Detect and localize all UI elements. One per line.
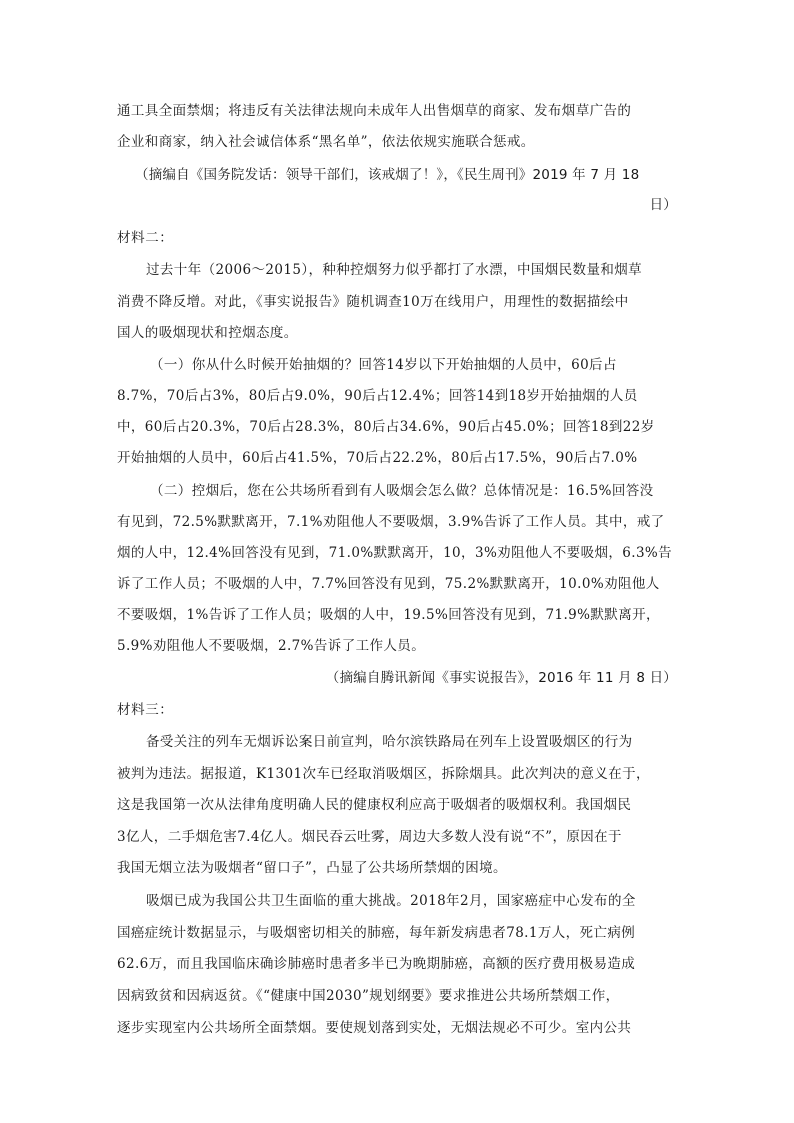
paragraph-line: 3亿人，二手烟危害7.4亿人。烟民吞云吐雾，周边大多数人没有说“不”，原因在于 xyxy=(117,829,622,845)
paragraph-line: 国人的吸烟现状和控烟态度。 xyxy=(117,325,298,341)
paragraph-line: 不要吸烟，1%告诉了工作人员；吸烟的人中，19.5%回答没有见到，71.9%默默离开， xyxy=(117,607,660,623)
paragraph-line: 消费不降反增。对此，《事实说报告》随机调查10万在线用户，用理性的数据描绘中 xyxy=(117,294,629,310)
paragraph-line: 62.6万，而且我国临床确诊肺癌时患者多半已为晚期肺癌，高额的医疗费用极易造成 xyxy=(117,956,636,972)
paragraph-line: 被判为违法。据报道，K1301次车已经取消吸烟区，拆除烟具。此次判决的意义在于， xyxy=(117,766,650,782)
paragraph-line: 我国无烟立法为吸烟者“留口子”，凸显了公共场所禁烟的困境。 xyxy=(117,860,507,876)
paragraph-line: （二）控烟后，您在公共场所看到有人吸烟会怎么做？总体情况是：16.5%回答没 xyxy=(150,483,654,499)
paragraph-line: 过去十年（2006～2015），种种控烟努力似乎都打了水漂，中国烟民数量和烟草 xyxy=(146,262,643,278)
section-label-material3: 材料三： xyxy=(117,702,174,718)
paragraph-line: 通工具全面禁烟；将违反有关法律法规向未成年人出售烟草的商家、发布烟草广告的 xyxy=(117,103,632,119)
source-citation: （摘编自腾讯新闻《事实说报告》，2016 年 11 月 8 日） xyxy=(325,670,677,686)
paragraph-line: （一）你从什么时候开始抽烟的？回答14岁以下开始抽烟的人员中，60后占 xyxy=(150,357,617,373)
paragraph-line: 诉了工作人员；不吸烟的人中，7.7%回答没有见到，75.2%默默离开，10.0%劝阻他人 xyxy=(117,576,660,592)
paragraph-line: 企业和商家，纳入社会诚信体系“黑名单”，依法依规实施联合惩戒。 xyxy=(117,134,535,150)
paragraph-line: 有见到，72.5%默默离开，7.1%劝阻他人不要吸烟，3.9%告诉了工作人员。其中，戒了 xyxy=(117,514,665,530)
paragraph-line: 吸烟已成为我国公共卫生面临的重大挑战。2018年2月，国家癌症中心发布的全 xyxy=(146,893,636,909)
paragraph-line: 8.7%，70后占3%，80后占9.0%，90后占12.4%；回答14到18岁开始抽烟的人员 xyxy=(117,388,638,404)
source-citation: （摘编自《国务院发话：领导干部们，该戒烟了！》，《民生周刊》2019 年 7 月 18 xyxy=(135,167,640,183)
source-citation-cont: 日） xyxy=(649,197,677,213)
paragraph-line: 备受关注的列车无烟诉讼案日前宣判，哈尔滨铁路局在列车上设置吸烟区的行为 xyxy=(146,734,633,750)
paragraph-line: 逐步实现室内公共场所全面禁烟。要使规划落到实处，无烟法规必不可少。室内公共 xyxy=(117,1020,632,1036)
paragraph-line: 开始抽烟的人员中，60后占41.5%，70后占22.2%，80后占17.5%，90后占7.0% xyxy=(117,450,638,466)
paragraph-line: 5.9%劝阻他人不要吸烟，2.7%告诉了工作人员。 xyxy=(117,638,426,654)
paragraph-line: 中，60后占20.3%，70后占28.3%，80后占34.6%，90后占45.0%；回答18到22岁 xyxy=(117,419,655,435)
paragraph-line: 因病致贫和因病返贫。《“健康中国2030”规划纲要》要求推进公共场所禁烟工作， xyxy=(117,988,620,1004)
paragraph-line: 国癌症统计数据显示，与吸烟密切相关的肺癌，每年新发病患者78.1万人，死亡病例 xyxy=(117,925,636,941)
paragraph-line: 烟的人中，12.4%回答没有见到，71.0%默默离开，10，3%劝阻他人不要吸烟，6.3%告 xyxy=(117,545,673,561)
section-label-material2: 材料二： xyxy=(117,230,174,246)
paragraph-line: 这是我国第一次从法律角度明确人民的健康权利应高于吸烟者的吸烟权利。我国烟民 xyxy=(117,797,632,813)
